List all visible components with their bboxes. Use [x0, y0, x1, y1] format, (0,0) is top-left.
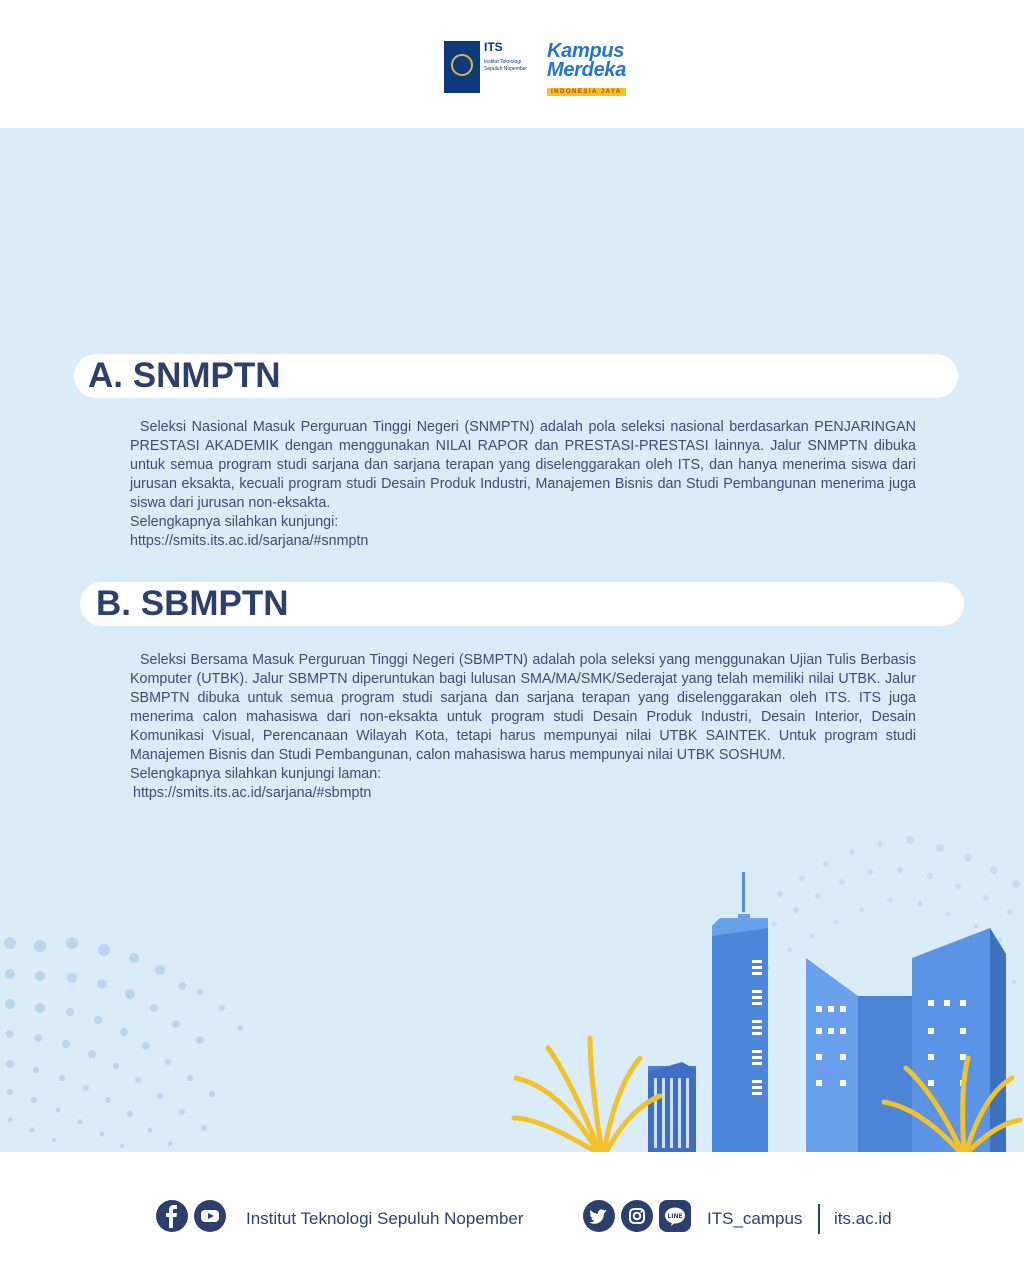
content-panel [0, 128, 1024, 1152]
footer-social-handle[interactable]: ITS_campus [707, 1209, 803, 1228]
sbmptn-paragraph: Seleksi Bersama Masuk Perguruan Tinggi Negeri (SBMPTN) adalah pola seleksi yang menggunakan Ujian Tulis Berbasis Komputer (UTBK). Jalur SBMPTN diperuntukan bagi lulusan SMA/MA/SMK/Sederajat yang telah memiliki nilai UTBK. Jalur SBMPTN dibuka untuk semua program studi sarjana dan sarjana terapan yang diselenggarakan oleh ITS. ITS juga menerima calon mahasiswa dari non-eksakta untuk program studi Desain Produk Industri, Desain Interior, Desain Komunikasi Visual, Perencanaan Wilayah Kota, tetapi harus mempunyai nilai UTBK SAINTEK. Untuk program studi Manajemen Bisnis dan Studi Pembangunan, calon mahasiswa harus mempunyai nilai UTBK SOSHUM. [130, 652, 916, 763]
kampus-merdeka-badge: INDONESIA JAYA [547, 88, 626, 96]
footer-website[interactable]: its.ac.id [834, 1209, 892, 1228]
snmptn-paragraph: Seleksi Nasional Masuk Perguruan Tinggi Negeri (SNMPTN) adalah pola seleksi nasional berdasarkan PENJARINGAN PRESTASI AKADEMIK dengan menggunakan NILAI RAPOR dan PRESTASI-PRESTASI lainnya. Jalur SNMPTN dibuka untuk semua program studi sarjana dan sarjana terapan yang diselenggarakan oleh ITS, dan hanya menerima siswa dari jurusan eksakta, kecuali program studi Desain Produk Industri, Manajemen Bisnis dan Studi Pembangunan menerima juga siswa dari jurusan non-eksakta. [130, 419, 916, 511]
its-emblem-icon [444, 41, 480, 93]
city-skyline-illustration [0, 128, 1024, 1152]
youtube-icon[interactable] [194, 1200, 226, 1232]
line-icon-label: LINE [667, 1213, 683, 1220]
twitter-icon[interactable] [583, 1200, 615, 1232]
its-logo-name: ITS [484, 40, 503, 54]
snmptn-more-label: Selengkapnya silahkan kunjungi: [130, 514, 339, 530]
facebook-icon[interactable] [156, 1200, 188, 1232]
footer-divider [818, 1204, 820, 1234]
kampus-merdeka-logo [547, 42, 626, 98]
header [0, 0, 1024, 128]
kampus-merdeka-line2: Merdeka [547, 59, 627, 81]
snmptn-link[interactable]: https://smits.its.ac.id/sarjana/#snmptn [130, 533, 369, 549]
instagram-icon[interactable] [621, 1200, 653, 1232]
its-logo [444, 41, 536, 93]
footer-institution-name: Institut Teknologi Sepuluh Nopember [246, 1209, 524, 1228]
dot-pattern-left [4, 937, 243, 1148]
its-logo-subtitle: Institut Teknologi Sepuluh Nopember [484, 59, 528, 72]
sbmptn-more-label: Selengkapnya silahkan kunjungi laman: [130, 766, 382, 782]
kampus-merdeka-line1: Kampus [547, 40, 625, 62]
section-heading-snmptn: A. SNMPTN [74, 354, 958, 398]
palm-left [514, 1038, 660, 1152]
line-icon[interactable] [659, 1200, 691, 1232]
section-body-sbmptn [130, 651, 916, 803]
sbmptn-link[interactable]: https://smits.its.ac.id/sarjana/#sbmptn [133, 785, 372, 801]
section-heading-sbmptn: B. SBMPTN [80, 582, 964, 626]
section-body-snmptn [130, 418, 916, 551]
